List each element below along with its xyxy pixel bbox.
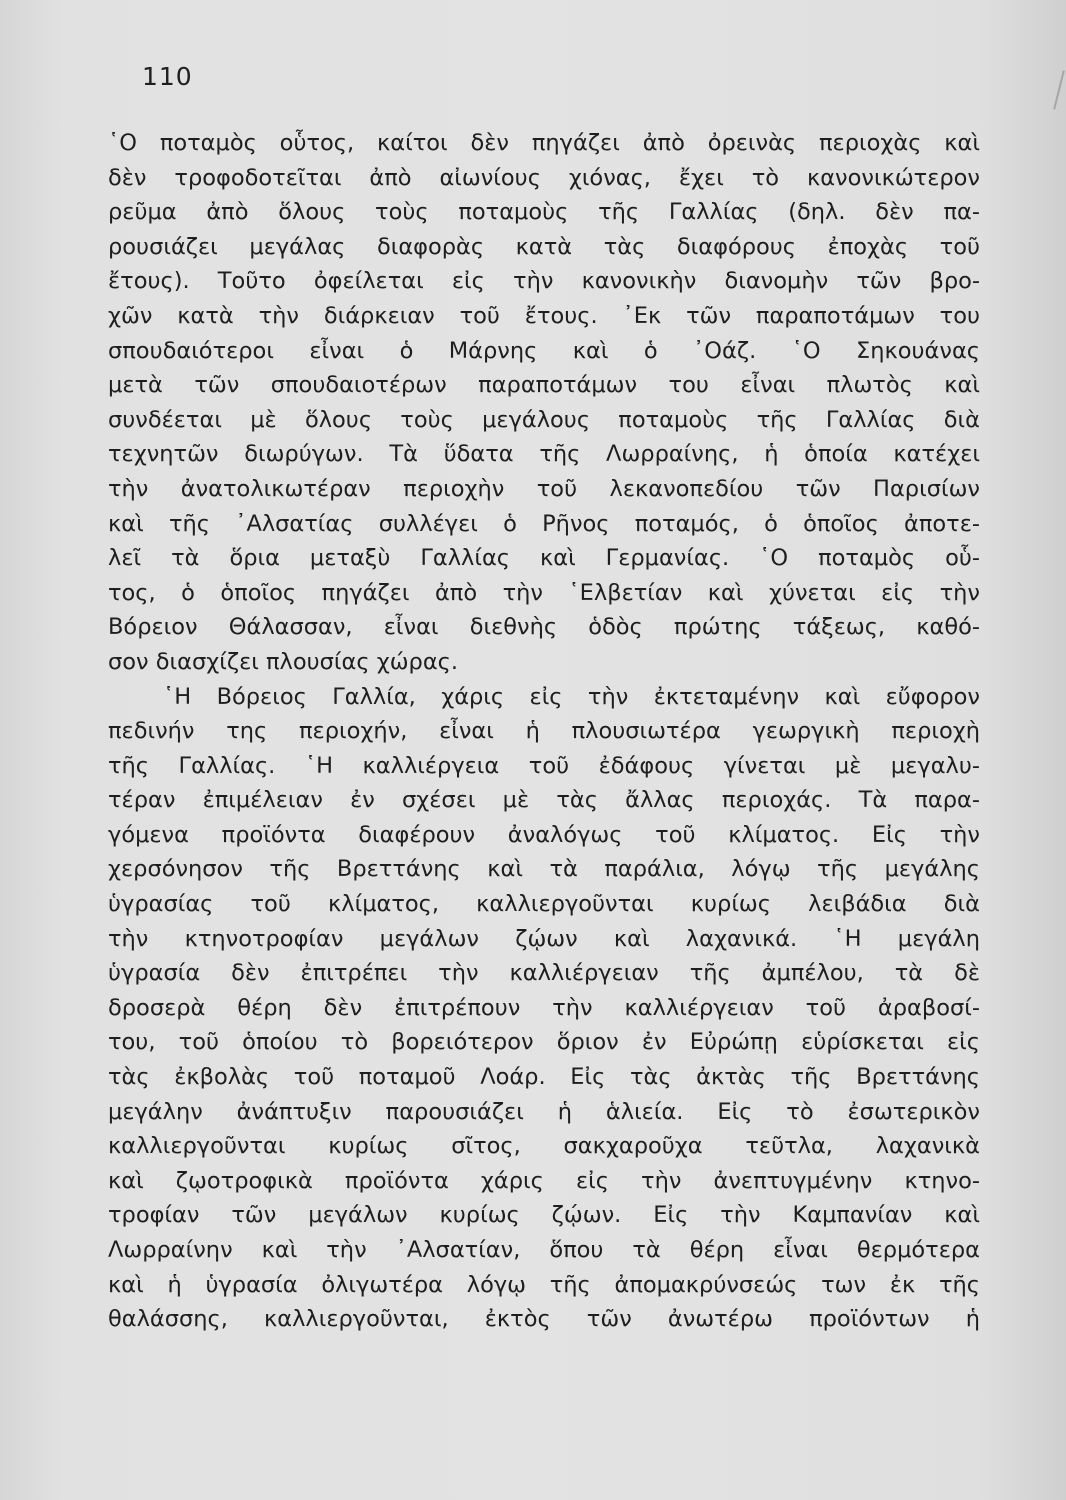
text-line: λεῖ τὰ ὅρια μεταξὺ Γαλλίας καὶ Γερμανίας. ῾Ο ποταμὸς οὗ- bbox=[108, 545, 980, 572]
text-line: ὑγρασία δὲν ἐπιτρέπει τὴν καλλιέργειαν τῆς ἀμπέλου, τὰ δὲ bbox=[108, 960, 980, 987]
body-text bbox=[108, 126, 980, 1337]
text-line: τὴν κτηνοτροφίαν μεγάλων ζῴων καὶ λαχανικά. ῾Η μεγάλη bbox=[108, 925, 980, 952]
paragraph bbox=[108, 126, 980, 680]
text-line: τὴν ἀνατολικωτέραν περιοχὴν τοῦ λεκανοπεδίου τῶν Παρισίων bbox=[108, 475, 980, 502]
paragraph bbox=[108, 680, 980, 1337]
text-line: ῾Η Βόρειος Γαλλία, χάρις εἰς τὴν ἐκτεταμένην καὶ εὔφορον bbox=[163, 683, 980, 710]
text-line: του, τοῦ ὁποίου τὸ βορειότερον ὅριον ἐν Εὐρώπῃ εὑρίσκεται εἰς bbox=[108, 1029, 980, 1056]
text-line: πεδινήν της περιοχήν, εἶναι ἡ πλουσιωτέρα γεωργικὴ περιοχὴ bbox=[108, 718, 980, 745]
text-line: θαλάσσης, καλλιεργοῦνται, ἐκτὸς τῶν ἀνωτέρω προϊόντων ἡ bbox=[108, 1306, 980, 1333]
text-line: τροφίαν τῶν μεγάλων κυρίως ζῴων. Εἰς τὴν Καμπανίαν καὶ bbox=[108, 1202, 980, 1229]
text-line: τῆς Γαλλίας. ῾Η καλλιέργεια τοῦ ἐδάφους γίνεται μὲ μεγαλυ- bbox=[108, 752, 980, 779]
text-line: καὶ ἡ ὑγρασία ὀλιγωτέρα λόγῳ τῆς ἀπομακρύνσεώς των ἐκ τῆς bbox=[108, 1271, 980, 1298]
text-line: ὑγρασίας τοῦ κλίματος, καλλιεργοῦνται κυρίως λειβάδια διὰ bbox=[108, 891, 980, 918]
text-line: χῶν κατὰ τὴν διάρκειαν τοῦ ἔτους. ᾿Εκ τῶν παραποτάμων του bbox=[108, 302, 980, 329]
text-line: καὶ ζῳοτροφικὰ προϊόντα χάρις εἰς τὴν ἀνεπτυγμένην κτηνο- bbox=[108, 1167, 980, 1194]
text-line: Λωρραίνην καὶ τὴν ᾿Αλσατίαν, ὅπου τὰ θέρη εἶναι θερμότερα bbox=[108, 1237, 980, 1263]
text-line: δὲν τροφοδοτεῖται ἀπὸ αἰωνίους χιόνας, ἔχει τὸ κανονικώτερον bbox=[108, 164, 980, 191]
text-line: σπουδαιότεροι εἶναι ὁ Μάρνης καὶ ὁ ᾿Οάζ. ῾Ο Σηκουάνας bbox=[108, 337, 980, 364]
text-line: τὰς ἐκβολὰς τοῦ ποταμοῦ Λοάρ. Εἰς τὰς ἀκτὰς τῆς Βρεττάνης bbox=[108, 1064, 980, 1091]
text-line: μεγάλην ἀνάπτυξιν παρουσιάζει ἡ ἁλιεία. Εἰς τὸ ἐσωτερικὸν bbox=[108, 1098, 980, 1125]
page-number: 110 bbox=[142, 62, 193, 91]
text-line: καὶ τῆς ᾿Αλσατίας συλλέγει ὁ Ρῆνος ποταμός, ὁ ὁποῖος ἀποτε- bbox=[108, 510, 980, 537]
text-line: τος, ὁ ὁποῖος πηγάζει ἀπὸ τὴν ῾Ελβετίαν καὶ χύνεται εἰς τὴν bbox=[108, 579, 980, 606]
text-line: μετὰ τῶν σπουδαιοτέρων παραποτάμων του εἶναι πλωτὸς καὶ bbox=[108, 372, 980, 399]
text-line: δροσερὰ θέρη δὲν ἐπιτρέπουν τὴν καλλιέργειαν τοῦ ἀραβοσί- bbox=[108, 994, 980, 1021]
text-line: σον διασχίζει πλουσίας χώρας. bbox=[108, 648, 459, 675]
text-line: τεχνητῶν διωρύγων. Τὰ ὕδατα τῆς Λωρραίνης, ἡ ὁποία κατέχει bbox=[108, 441, 980, 468]
text-line: τέραν ἐπιμέλειαν ἐν σχέσει μὲ τὰς ἄλλας περιοχάς. Τὰ παρα- bbox=[108, 787, 980, 814]
text-line: χερσόνησον τῆς Βρεττάνης καὶ τὰ παράλια, λόγῳ τῆς μεγάλης bbox=[108, 856, 980, 883]
text-line: Βόρειον Θάλασσαν, εἶναι διεθνὴς ὁδὸς πρώτης τάξεως, καθό- bbox=[108, 614, 980, 641]
text-line: ρεῦμα ἀπὸ ὅλους τοὺς ποταμοὺς τῆς Γαλλίας (δηλ. δὲν πα- bbox=[108, 199, 980, 226]
page-edge-mark bbox=[1053, 70, 1065, 109]
text-line: ῾Ο ποταμὸς οὗτος, καίτοι δὲν πηγάζει ἀπὸ ὀρεινὰς περιοχὰς καὶ bbox=[108, 130, 980, 156]
text-line: συνδέεται μὲ ὅλους τοὺς μεγάλους ποταμοὺς τῆς Γαλλίας διὰ bbox=[108, 406, 980, 433]
text-line: ρουσιάζει μεγάλας διαφορὰς κατὰ τὰς διαφόρους ἐποχὰς τοῦ bbox=[108, 233, 980, 260]
text-line: ἔτους). Τοῦτο ὀφείλεται εἰς τὴν κανονικὴν διανομὴν τῶν βρο- bbox=[108, 268, 980, 295]
text-line: γόμενα προϊόντα διαφέρουν ἀναλόγως τοῦ κλίματος. Εἰς τὴν bbox=[108, 821, 980, 848]
text-line: καλλιεργοῦνται κυρίως σῖτος, σακχαροῦχα τεῦτλα, λαχανικὰ bbox=[108, 1133, 980, 1160]
